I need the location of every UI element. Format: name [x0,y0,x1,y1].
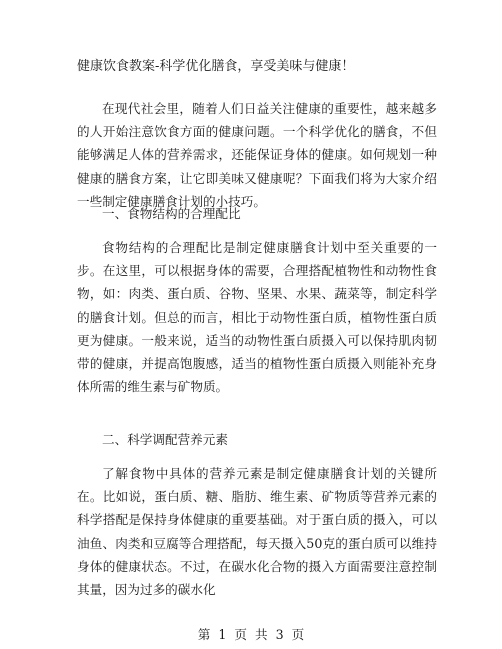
section-body-2: 了解食物中具体的营养元素是制定健康膳食计划的关键所在。比如说，蛋白质、糖、脂肪、维生素、矿物质等营养元素的科学搭配是保持身体健康的重要基础。对于蛋白质的摄入，可以油鱼、肉类和豆腐等合理搭配，每天摄入50克的蛋白质可以维持身体的健康状态。不过，在碳水化合物的摄入方面需要注意控制其量，因为过多的碳水化 [77,466,437,598]
section-body-1: 食物结构的合理配比是制定健康膳食计划中至关重要的一步。在这里，可以根据身体的需要，合理搭配植物性和动物性食物，如：肉类、蛋白质、谷物、坚果、水果、蔬菜等，制定科学的膳食计划。但总的而言，相比于动物性蛋白质，植物性蛋白质更为健康。一般来说，适当的动物性蛋白质摄入可以保持肌肉韧带的健康，并提高饱腹感，适当的植物性蛋白质摄入则能补充身体所需的维生素与矿物质。 [77,240,437,395]
intro-paragraph: 在现代社会里，随着人们日益关注健康的重要性，越来越多的人开始注意饮食方面的健康问题。一个科学优化的膳食，不但能够满足人体的营养需求，还能保证身体的健康。如何规划一种健康的膳食方案，让它即美味又健康呢？下面我们将为大家介绍一些制定健康膳食计划的小技巧。 [77,101,437,209]
document-title: 健康饮食教案-科学优化膳食，享受美味与健康！ [77,59,355,74]
section-heading-2: 二、科学调配营养元素 [102,432,228,447]
section-heading-1: 一、食物结构的合理配比 [102,206,241,221]
page-footer: 第 1 页 共 3 页 [197,627,305,642]
